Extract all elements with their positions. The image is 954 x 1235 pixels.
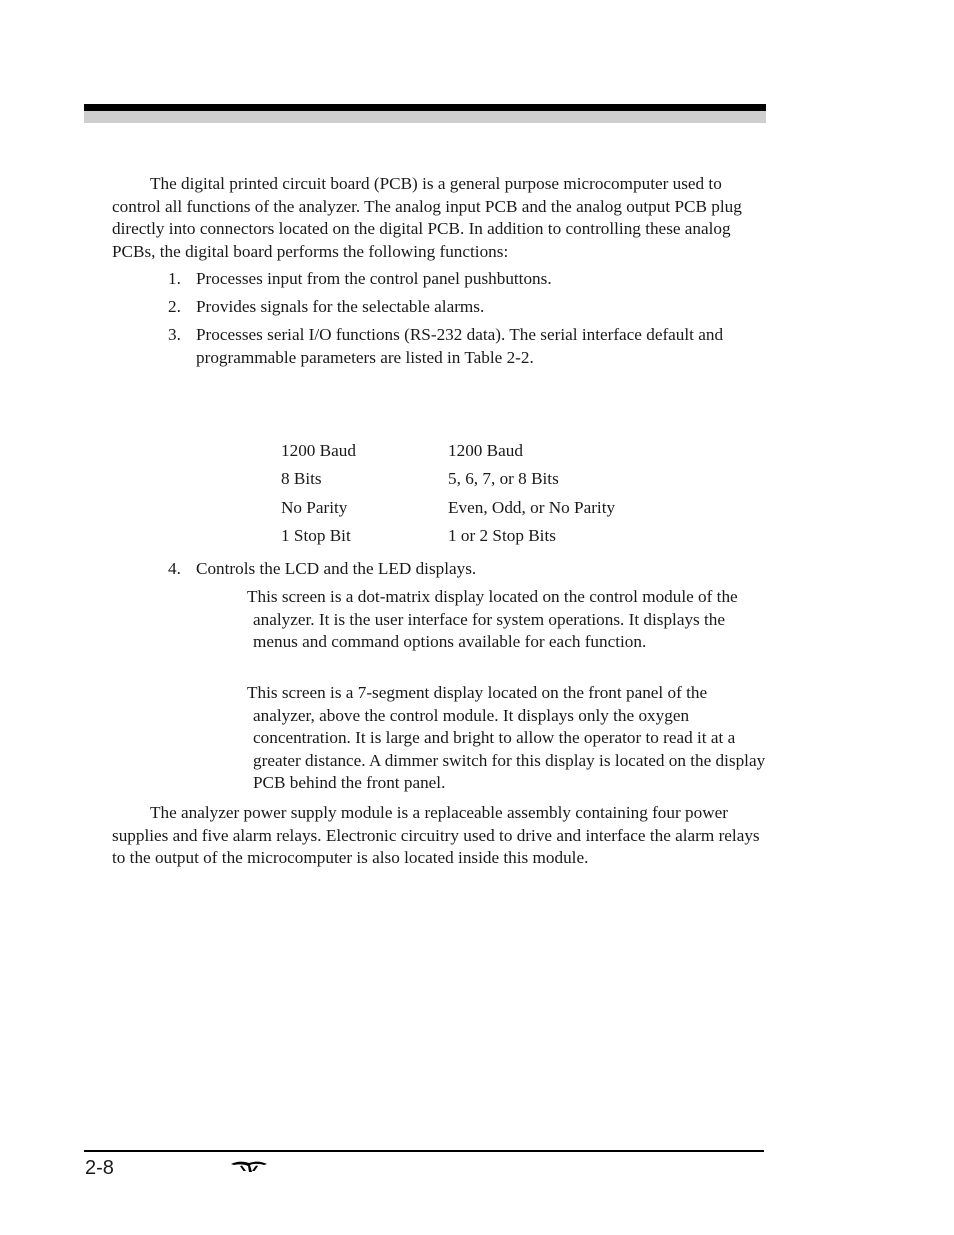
list-item-text: Controls the LCD and the LED displays.: [196, 559, 477, 578]
list-item-2: [168, 296, 768, 319]
list-item-number: 3.: [168, 325, 181, 344]
default-value-cell: 1200 Baud: [281, 441, 356, 460]
table-row: [281, 440, 701, 463]
teledyne-logo-icon: [231, 1159, 267, 1173]
list-item-number: 1.: [168, 269, 181, 288]
list-item-1: [168, 268, 768, 291]
table-row: [281, 497, 701, 520]
header-rule-grey: [84, 111, 766, 123]
default-value-cell: No Parity: [281, 498, 348, 517]
footer-rule: [84, 1150, 764, 1152]
programmable-value-cell: 1 or 2 Stop Bits: [448, 526, 556, 545]
lcd-description: This screen is a dot-matrix display located on the control module of the analyzer. It is the user interface for system operations. It displays the menus and command options available for each function.: [247, 587, 738, 652]
list-item-text: Processes input from the control panel pushbuttons.: [196, 269, 552, 288]
default-value-cell: 8 Bits: [281, 469, 322, 488]
list-item-3: [168, 324, 768, 369]
list-item-text: Processes serial I/O functions (RS-232 data). The serial interface default and programmable parameters are listed in Table 2-2.: [196, 325, 724, 367]
programmable-value-cell: Even, Odd, or No Parity: [448, 498, 616, 517]
list-item-4: [168, 558, 768, 581]
led-description: This screen is a 7-segment display located on the front panel of the analyzer, above the control module. It displays only the oxygen concentration. It is large and bright to allow the operator to read it at a greater distance. A dimmer switch for this display is located on the display PCB behind the front panel.: [247, 683, 766, 793]
list-item-text: Provides signals for the selectable alarms.: [196, 297, 485, 316]
default-value-cell: 1 Stop Bit: [281, 526, 351, 545]
header-rule-black: [84, 104, 766, 111]
programmable-value-cell: 1200 Baud: [448, 441, 523, 460]
programmable-value-cell: 5, 6, 7, or 8 Bits: [448, 469, 559, 488]
list-item-number: 4.: [168, 559, 181, 578]
power-supply-paragraph: The analyzer power supply module is a replaceable assembly containing four power supplies and five alarm relays. Electronic circuitry used to drive and interface the alarm relays to the output of the microcomputer is also located inside this module.: [112, 803, 760, 868]
table-row: [281, 468, 701, 491]
page-number: 2-8: [85, 1157, 114, 1179]
list-item-number: 2.: [168, 297, 181, 316]
table-row: [281, 525, 701, 548]
intro-paragraph: The digital printed circuit board (PCB) is a general purpose microcomputer used to control all functions of the analyzer. The analog input PCB and the analog output PCB plug directly into connectors located on the digital PCB. In addition to controlling these analog PCBs, the digital board performs the following functions:: [112, 174, 742, 261]
